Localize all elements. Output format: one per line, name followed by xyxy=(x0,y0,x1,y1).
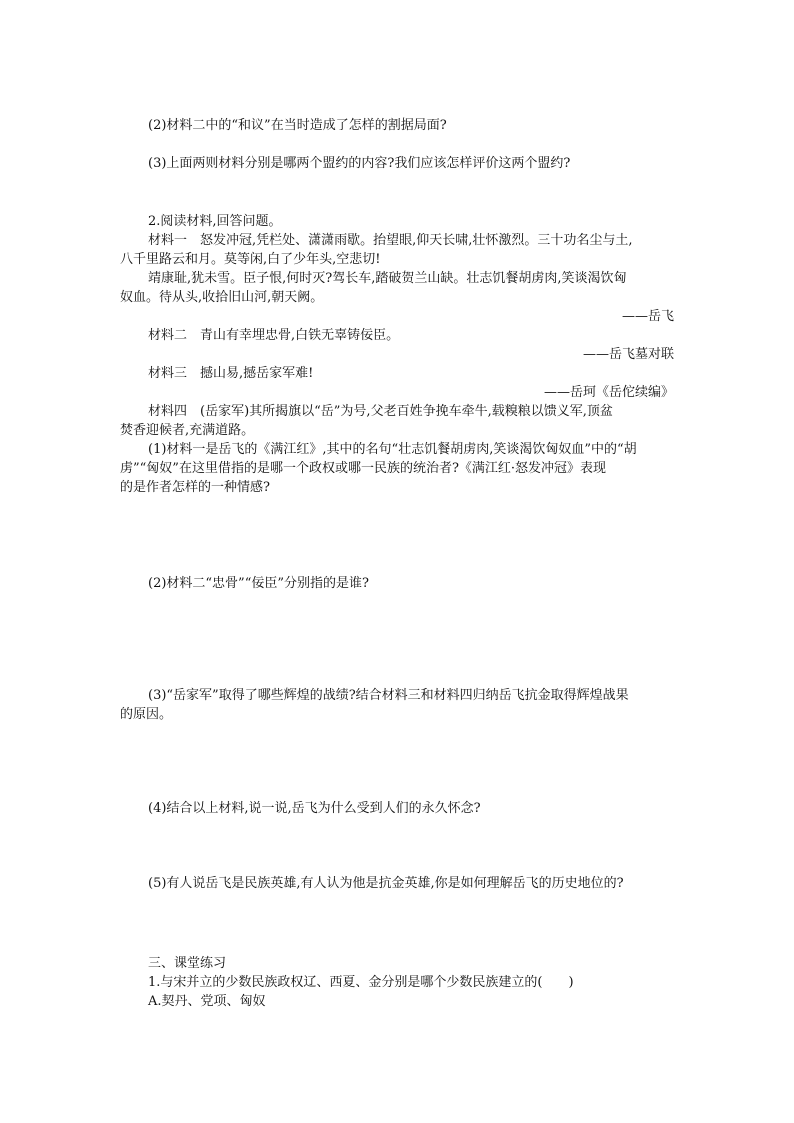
sub-question-4: (4)结合以上材料,说一说,岳飞为什么受到人们的永久怀念? xyxy=(148,801,481,816)
material-1-line-3: 靖康耻,犹未雪。臣子恨,何时灭?驾长车,踏破贺兰山缺。壮志饥餐胡虏肉,笑谈渴饮匈 xyxy=(148,271,627,286)
material-1-line-4: 奴血。待从头,收拾旧山河,朝天阙。 xyxy=(120,290,324,305)
material-1-line-2: 八千里路云和月。莫等闲,白了少年头,空悲切! xyxy=(120,252,381,267)
q2-3: (3)上面两则材料分别是哪两个盟约的内容?我们应该怎样评价这两个盟约? xyxy=(148,156,571,171)
sub-question-2: (2)材料二“忠骨”“佞臣”分别指的是谁? xyxy=(148,576,369,591)
material-4-line-2: 焚香迎候者,充满道路。 xyxy=(120,423,255,438)
material-1-line-1: 材料一 怒发冲冠,凭栏处、潇潇雨歇。抬望眼,仰天长啸,壮怀激烈。三十功名尘与土, xyxy=(148,233,633,248)
material-3-attribution: ——岳珂《岳佗续编》 xyxy=(543,385,674,400)
sub-question-5: (5)有人说岳飞是民族英雄,有人认为他是抗金英雄,你是如何理解岳飞的历史地位的? xyxy=(148,876,624,891)
material-2-attribution: ——岳飞墓对联 xyxy=(582,347,674,362)
sub-question-1-line-1: (1)材料一是岳飞的《满江红》,其中的名句“壮志饥餐胡虏肉,笑谈渴饮匈奴血”中的“胡 xyxy=(148,442,637,457)
sub-question-1-line-3: 的是作者怎样的一种情感? xyxy=(120,480,270,495)
sub-question-3-line-2: 的原因。 xyxy=(120,707,173,722)
sub-question-3-line-1: (3)“岳家军”取得了哪些辉煌的战绩?结合材料三和材料四归纳岳飞抗金取得辉煌战果 xyxy=(148,688,629,703)
material-2: 材料二 青山有幸埋忠骨,白铁无辜铸佞臣。 xyxy=(148,328,400,343)
material-3: 材料三 撼山易,撼岳家军难! xyxy=(148,366,314,381)
exercise-1: 1.与宋并立的少数民族政权辽、西夏、金分别是哪个少数民族建立的( ) xyxy=(148,975,574,990)
q2-2: (2)材料二中的“和议”在当时造成了怎样的割据局面? xyxy=(148,118,447,133)
material-4-line-1: 材料四 (岳家军)其所揭旗以“岳”为号,父老百姓争挽车牵牛,载糗粮以馈义军,顶盆 xyxy=(148,404,613,419)
question-2-heading: 2.阅读材料,回答问题。 xyxy=(148,214,282,229)
exercise-1-option-a: A.契丹、党项、匈奴 xyxy=(148,994,266,1009)
section-3-heading: 三、课堂练习 xyxy=(148,956,227,971)
material-1-attribution: ——岳飞 xyxy=(621,309,674,324)
sub-question-1-line-2: 虏”“匈奴”在这里借指的是哪一个政权或哪一民族的统治者?《满江红·怒发冲冠》表现 xyxy=(120,461,607,476)
